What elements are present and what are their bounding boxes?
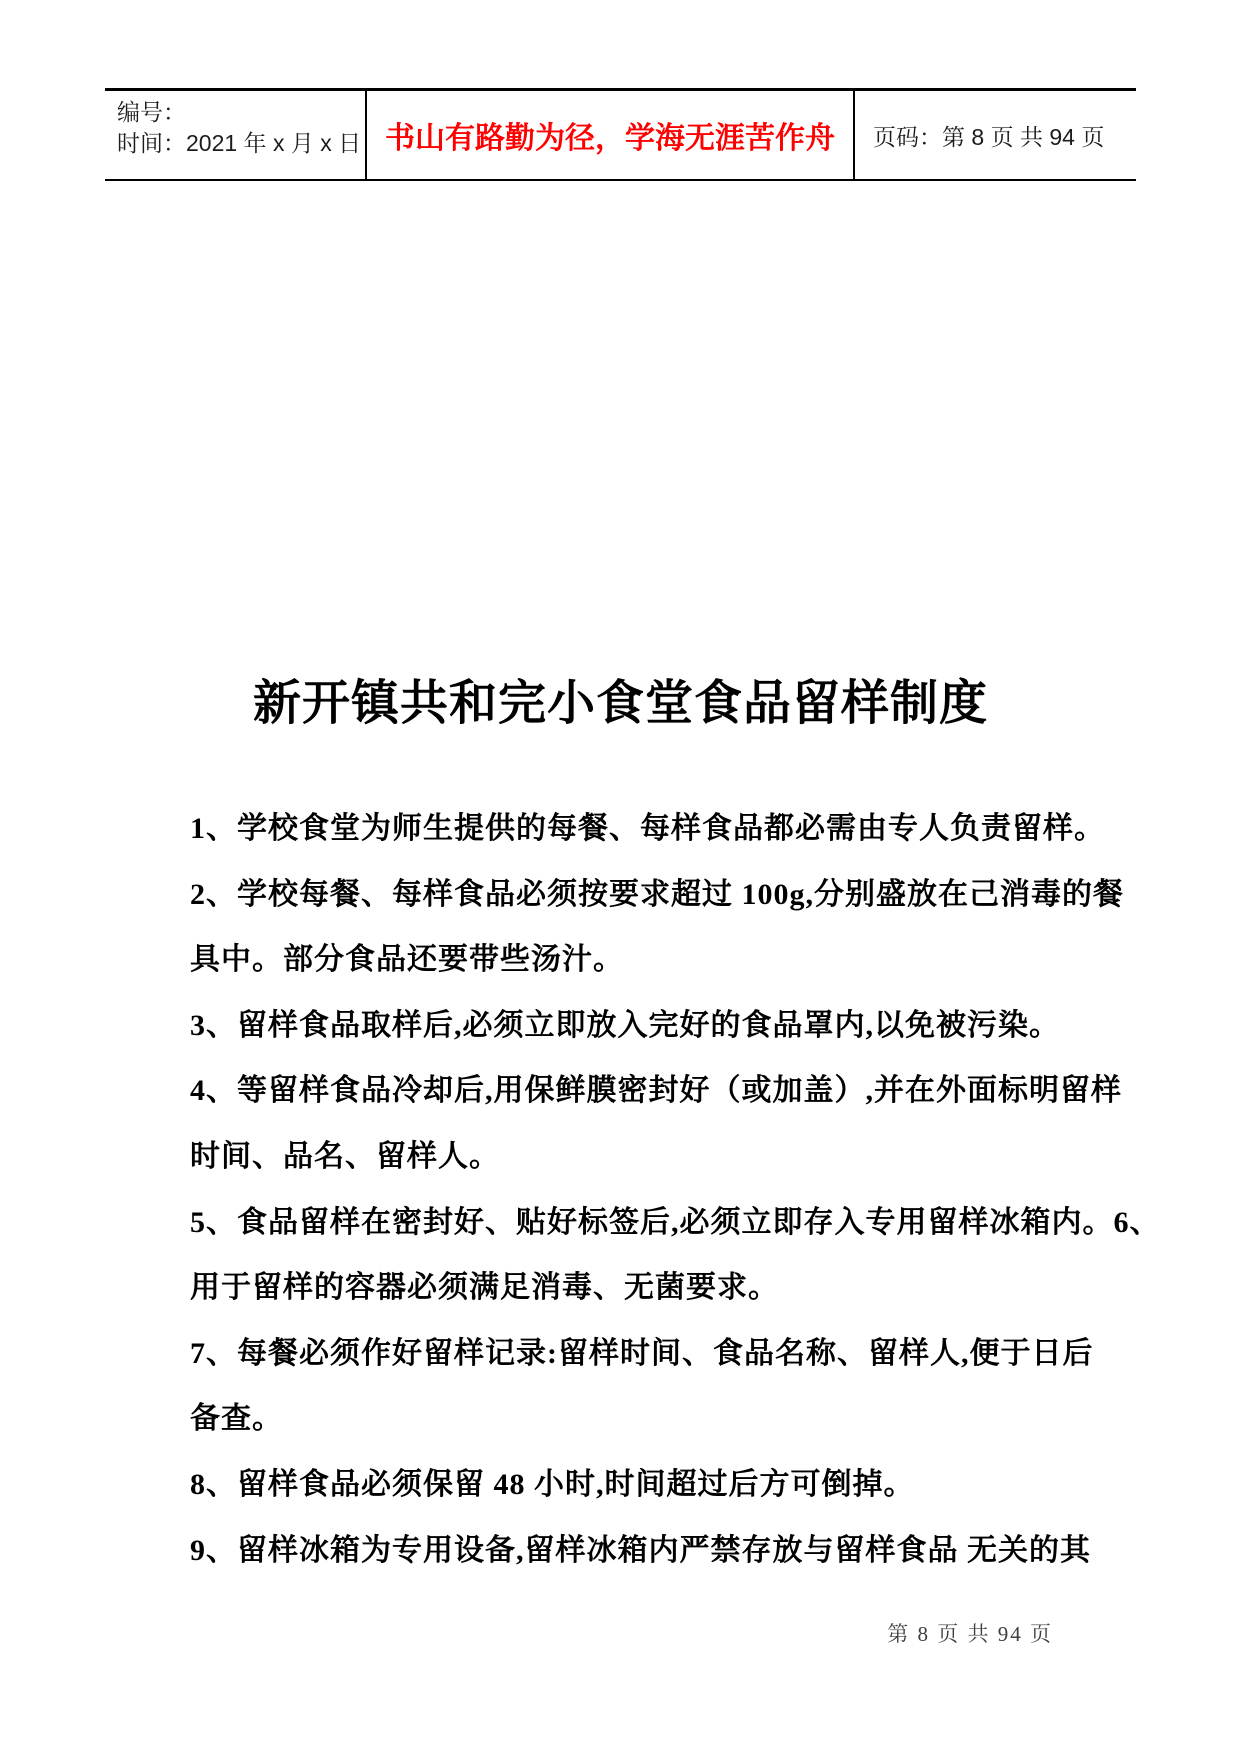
body-line: 具中。部分食品还要带些汤汁。: [190, 943, 624, 977]
footer-page-number: 第 8 页 共 94 页: [887, 1622, 1053, 1646]
page-header-table: [105, 88, 1136, 181]
header-meta-cell: [105, 91, 365, 179]
document-title: 新开镇共和完小食堂食品留样制度: [252, 677, 988, 730]
body-line: 备查。: [190, 1402, 283, 1436]
header-motto-cell: [365, 91, 853, 179]
body-line: 2、学校每餐、每样食品必须按要求超过 100g,分别盛放在己消毒的餐: [190, 877, 1124, 911]
body-line: 3、留样食品取样后,必须立即放入完好的食品罩内,以免被污染。: [190, 1008, 1060, 1042]
header-pagenum-cell: [853, 91, 1136, 179]
header-number-label: 编号：: [117, 99, 186, 125]
body-line: 4、等留样食品冷却后,用保鲜膜密封好（或加盖）,并在外面标明留样: [190, 1074, 1122, 1108]
header-time-label: 时间：2021 年 x 月 x 日: [117, 130, 362, 156]
body-line: 5、食品留样在密封好、贴好标签后,必须立即存入专用留样冰箱内。6、: [190, 1205, 1161, 1239]
body-line: 1、学校食堂为师生提供的每餐、每样食品都必需由专人负责留样。: [190, 812, 1105, 845]
header-motto-text: 书山有路勤为径，学海无涯苦作舟: [385, 122, 835, 155]
body-line: 7、每餐必须作好留样记录:留样时间、食品名称、留样人,便于日后: [190, 1336, 1094, 1370]
body-line: 时间、品名、留样人。: [190, 1139, 500, 1173]
header-page-label: 页码：第 8 页 共 94 页: [873, 123, 1105, 150]
body-line: 用于留样的容器必须满足消毒、无菌要求。: [190, 1271, 779, 1305]
body-line: 8、留样食品必须保留 48 小时,时间超过后方可倒掉。: [190, 1467, 915, 1501]
body-line: 9、留样冰箱为专用设备,留样冰箱内严禁存放与留样食品 无关的其: [190, 1533, 1091, 1567]
document-body: [190, 796, 1161, 1583]
